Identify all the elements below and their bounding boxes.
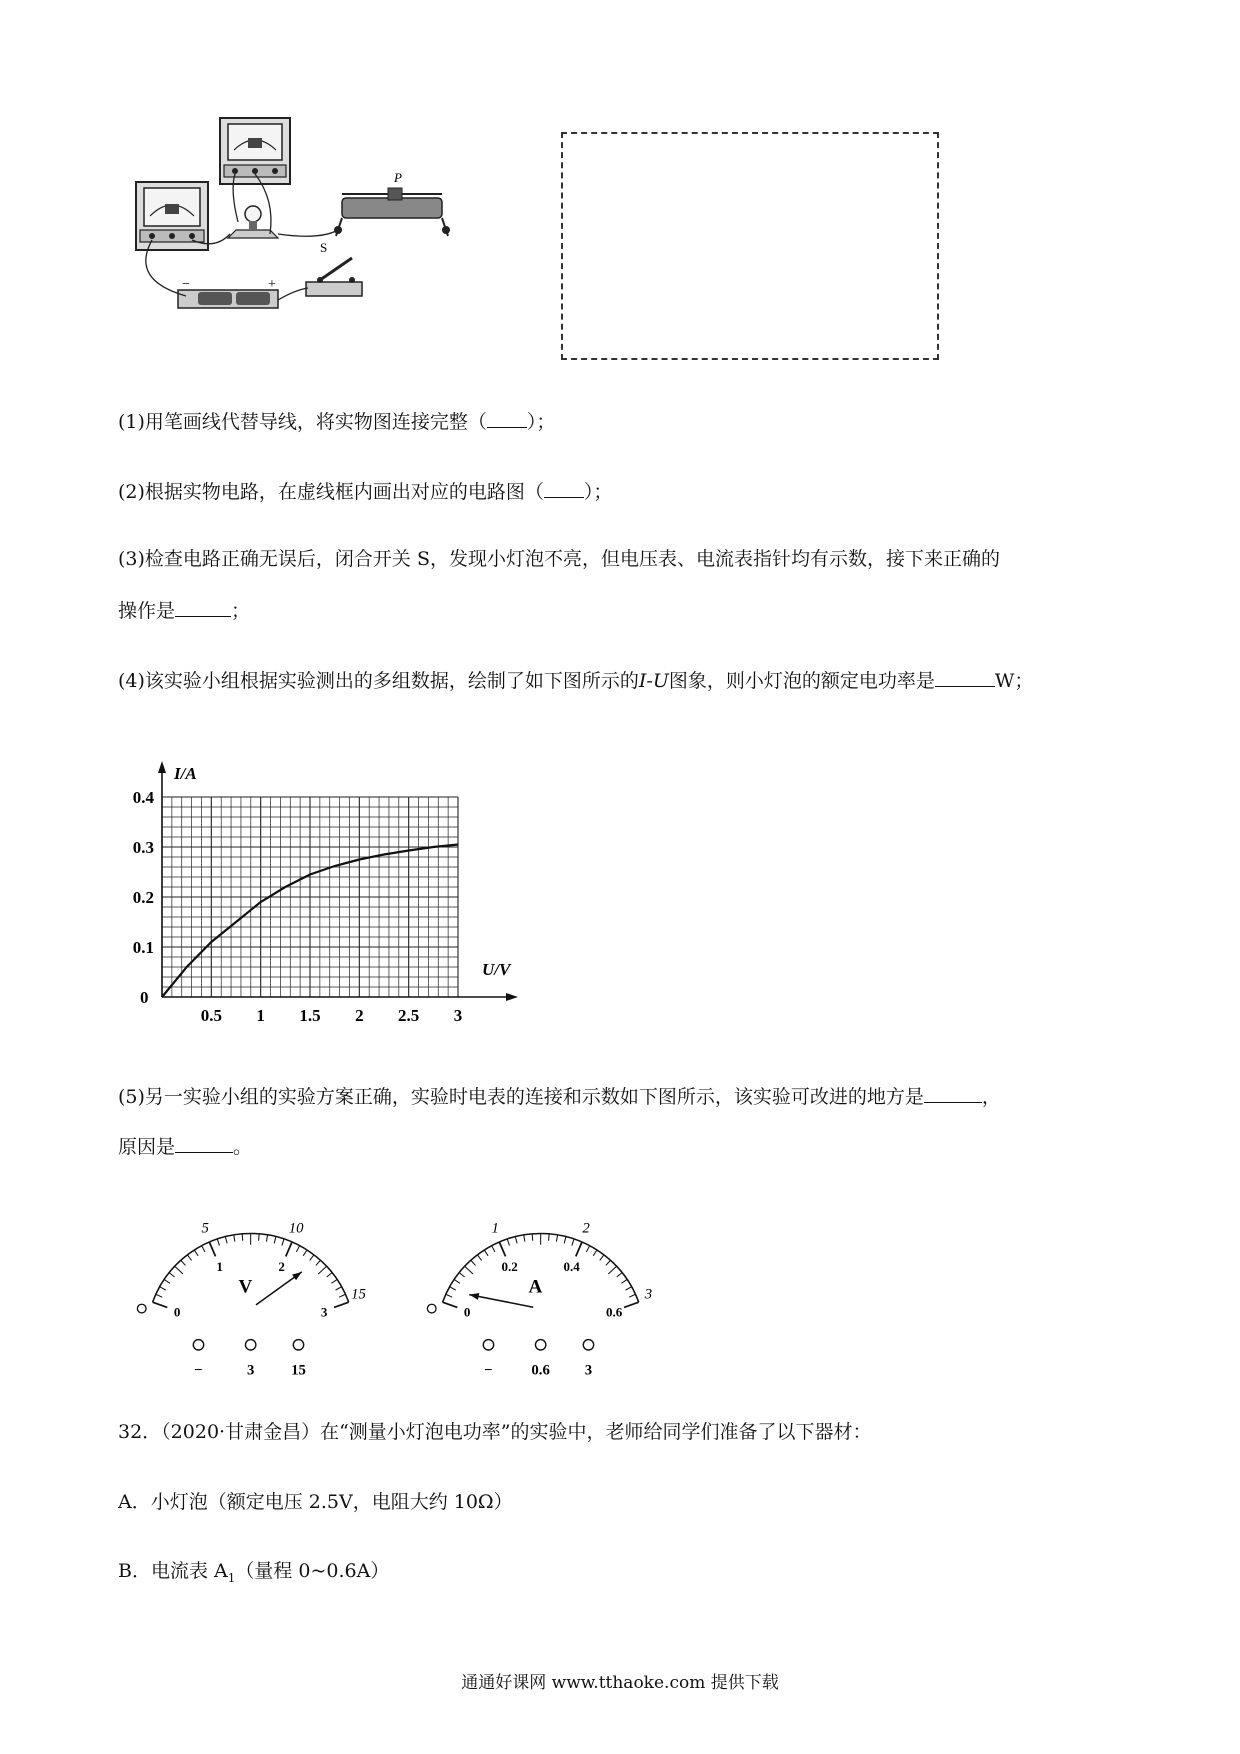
ammeter-tick [608, 1266, 616, 1274]
ammeter-pointer-head [469, 1293, 479, 1300]
voltmeter-tick [336, 1287, 342, 1290]
y-tick-label: 0.3 [132, 838, 154, 857]
voltmeter-terminal-label: 3 [246, 1362, 255, 1379]
ammeter-tick [484, 1250, 488, 1256]
y-tick-label: 0.2 [132, 888, 154, 907]
ammeter-tick [617, 1273, 622, 1277]
ammeter-pointer [469, 1295, 533, 1308]
voltmeter-tick [156, 1294, 162, 1297]
voltmeter-tick [164, 1279, 170, 1283]
ammeter-tick [446, 1294, 452, 1297]
question-5-line-2-text: 原因是 [118, 1136, 176, 1158]
y-tick-label: 0.1 [132, 938, 154, 957]
ammeter-symbol: A [528, 1276, 543, 1298]
ammeter-tick [586, 1246, 589, 1252]
voltmeter-tick [234, 1235, 235, 1242]
question-4-unit: W； [994, 670, 1034, 692]
y-axis-arrow [158, 761, 166, 773]
question-32-item-b-sub: 1 [227, 1570, 236, 1585]
voltmeter-tick [181, 1260, 186, 1265]
voltmeter-tick [266, 1235, 267, 1242]
question-4-blank [935, 668, 995, 687]
question-3-end: ； [231, 600, 251, 622]
question-32-item-b [118, 1557, 389, 1592]
battery-device [178, 277, 278, 308]
ammeter-tick [507, 1239, 509, 1246]
page-footer [0, 1668, 1240, 1693]
ammeter-tick [459, 1273, 464, 1277]
question-4 [118, 667, 1033, 695]
ammeter-lower-label: 0 [463, 1304, 471, 1320]
ammeter-zero-knob [427, 1304, 436, 1313]
origin-label: 0 [140, 988, 149, 1007]
question-1-text: (1)用笔画线代替导线，将实物图连接完整（ [118, 411, 487, 433]
voltmeter-tick [160, 1287, 166, 1290]
battery-minus-label: − [182, 277, 190, 292]
ammeter-tick [549, 1234, 550, 1241]
voltmeter-tick [296, 1246, 299, 1252]
voltmeter-tick [225, 1237, 227, 1244]
ammeter-tick [454, 1279, 460, 1283]
x-axis-label: U/V [482, 960, 511, 979]
voltmeter-tick [217, 1239, 219, 1246]
question-5-line-1 [118, 1083, 1001, 1111]
voltmeter-tick [274, 1237, 276, 1244]
ammeter-upper-label: 1 [491, 1220, 499, 1237]
question-2-text: (2)根据实物电路，在虚线框内画出对应的电路图（ [118, 481, 544, 503]
voltmeter-terminal-label: − [194, 1362, 203, 1379]
ammeter-tick [576, 1242, 582, 1256]
question-3-line-2 [118, 597, 250, 625]
ammeter-tick [477, 1255, 481, 1261]
circuit-figure [120, 110, 520, 370]
x-tick-label: 1 [256, 1006, 265, 1025]
question-4-var: I-U [638, 670, 669, 692]
question-3-text: (3)检查电路正确无误后，闭合开关 S，发现小灯泡不亮，但电压表、电流表指针均有示数，接下来正确的 [118, 548, 1000, 570]
question-32-item-b-text: B．电流表 A [118, 1560, 228, 1582]
question-1-blank [487, 409, 527, 428]
voltmeter-tick [187, 1255, 191, 1261]
question-1-end: ）； [526, 411, 556, 433]
ammeter-upper-label: 3 [644, 1286, 653, 1303]
ammeter-tick [572, 1239, 574, 1246]
footer-text: 通通好课网 www.tthaoke.com 提供下载 [461, 1673, 779, 1693]
question-5-blank-2 [175, 1134, 233, 1153]
ammeter-tick [564, 1237, 566, 1244]
voltmeter-lower-label: 2 [278, 1259, 285, 1275]
voltmeter-lower-label: 1 [216, 1259, 223, 1275]
question-5-line-2 [118, 1133, 252, 1161]
voltmeter-tick [286, 1242, 292, 1256]
question-32-item-b-text-2: （量程 0~0.6A） [235, 1560, 390, 1582]
answer-box-dashed [561, 132, 939, 360]
ammeter-terminal [535, 1340, 545, 1350]
x-tick-label: 3 [453, 1006, 463, 1025]
ammeter-lower-label: 0.4 [563, 1259, 580, 1275]
voltmeter-upper-label: 15 [351, 1286, 366, 1303]
ammeter-tick [492, 1246, 495, 1252]
ammeter-tick [499, 1242, 505, 1256]
ammeter-lower-label: 0.2 [501, 1259, 518, 1275]
voltmeter-upper-label: 5 [201, 1220, 209, 1237]
question-3-line-2-text: 操作是 [118, 600, 176, 622]
chart-grid [162, 797, 458, 997]
question-32-title-text: 32．（2020·甘肃金昌）在“测量小灯泡电功率”的实验中，老师给同学们准备了以下器材： [118, 1421, 872, 1443]
voltmeter-tick [169, 1273, 174, 1277]
ammeter-device [136, 182, 208, 250]
question-2-end: ）； [583, 481, 613, 503]
x-tick-label: 1.5 [299, 1006, 321, 1025]
ammeter-dial-group [427, 1220, 652, 1319]
battery-plus-label: + [268, 277, 276, 292]
x-axis-arrow [506, 993, 518, 1001]
ammeter-tick [556, 1235, 557, 1242]
ammeter-tick [600, 1255, 604, 1261]
ammeter-tick [515, 1237, 517, 1244]
voltmeter-tick [331, 1279, 337, 1283]
voltmeter-symbol: V [238, 1276, 253, 1298]
voltmeter-tick [310, 1255, 314, 1261]
switch-device [306, 240, 362, 296]
question-32-item-a-text: A．小灯泡（额定电压 2.5V，电阻大约 10Ω） [118, 1491, 513, 1513]
voltmeter-upper-label: 10 [288, 1220, 304, 1237]
ammeter-lower-label: 0.6 [606, 1304, 623, 1320]
question-32-item-a [118, 1488, 513, 1516]
voltmeter-tick [339, 1294, 345, 1297]
voltmeter-tick [316, 1260, 321, 1265]
voltmeter-lower-label: 3 [320, 1304, 328, 1320]
voltmeter-dial-group [137, 1220, 366, 1319]
voltmeter-zero-knob [137, 1304, 146, 1313]
slider-label: P [394, 170, 402, 185]
voltmeter-tick [194, 1250, 198, 1256]
voltmeter-lower-label: 0 [173, 1304, 181, 1320]
ammeter-tick [621, 1279, 627, 1283]
question-3-blank [175, 598, 231, 617]
ammeter-terminal-label: − [484, 1362, 493, 1379]
voltmeter-tick [259, 1234, 260, 1241]
voltmeter-tick [303, 1250, 307, 1256]
ammeter-dial [410, 1190, 680, 1390]
question-5-text: (5)另一实验小组的实验方案正确，实验时电表的连接和示数如下图所示，该实验可改进的地方是 [118, 1086, 924, 1108]
question-4-text-a: (4)该实验小组根据实验测出的多组数据，绘制了如下图所示的 [118, 670, 639, 692]
voltmeter-terminal [293, 1340, 303, 1350]
ammeter-tick [606, 1260, 611, 1265]
ammeter-tick [593, 1250, 597, 1256]
question-4-text-b: 图象，则小灯泡的额定电功率是 [668, 670, 935, 692]
question-3-line-1 [118, 545, 1000, 573]
y-tick-label: 0.4 [132, 788, 154, 807]
y-axis-label: I/A [174, 764, 197, 783]
question-2-blank [544, 479, 584, 498]
voltmeter-tick [153, 1302, 168, 1307]
question-32-title [118, 1418, 872, 1446]
question-5-line-1-end: ， [981, 1086, 1001, 1108]
iu-chart [110, 735, 530, 1035]
ammeter-tick [624, 1302, 639, 1307]
ammeter-terminal-label: 3 [584, 1362, 593, 1379]
ammeter-tick [532, 1234, 533, 1241]
question-5-line-2-end: 。 [233, 1136, 253, 1158]
x-tick-label: 2 [355, 1006, 364, 1025]
x-tick-label: 0.5 [200, 1006, 222, 1025]
voltmeter-tick [327, 1273, 332, 1277]
ammeter-tick [629, 1294, 635, 1297]
voltmeter-terminal-label: 15 [291, 1362, 306, 1379]
voltmeter-tick [175, 1266, 183, 1274]
voltmeter-tick [202, 1246, 205, 1252]
ammeter-terminal [583, 1340, 593, 1350]
ammeter-tick [524, 1235, 525, 1242]
x-tick-label: 2.5 [398, 1006, 420, 1025]
voltmeter-terminal [245, 1340, 255, 1350]
ammeter-tick [465, 1266, 473, 1274]
ammeter-terminal [483, 1340, 493, 1350]
voltmeter-tick [334, 1302, 349, 1307]
question-2 [118, 478, 612, 506]
voltmeter-tick [318, 1266, 326, 1274]
ammeter-upper-label: 2 [582, 1220, 590, 1237]
voltmeter-tick [282, 1239, 284, 1246]
voltmeter-tick [209, 1242, 215, 1256]
rheostat-device [334, 170, 450, 236]
voltmeter-terminal [193, 1340, 203, 1350]
question-1 [118, 408, 555, 436]
ammeter-terminal-label: 0.6 [531, 1362, 550, 1379]
ammeter-tick [443, 1302, 458, 1307]
voltmeter-pointer-head [292, 1272, 302, 1280]
switch-label: S [320, 240, 328, 255]
ammeter-tick [471, 1260, 476, 1265]
voltmeter-dial [120, 1190, 390, 1390]
ammeter-tick [450, 1287, 456, 1290]
ammeter-tick [626, 1287, 632, 1290]
voltmeter-tick [242, 1234, 243, 1241]
question-5-blank-1 [924, 1084, 982, 1103]
